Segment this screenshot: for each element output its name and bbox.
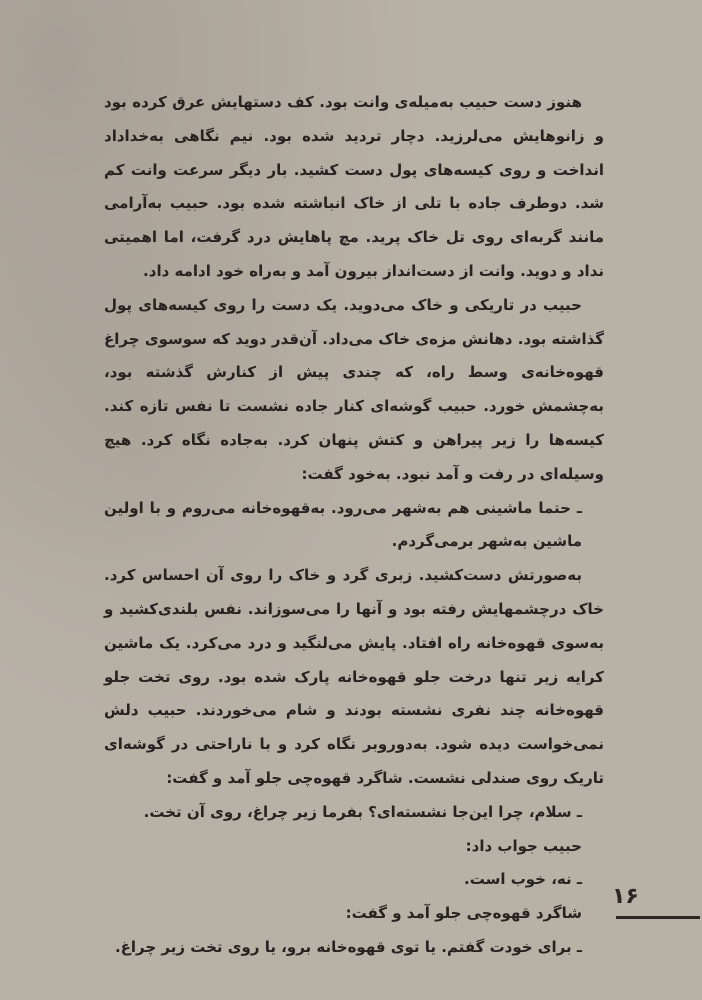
dialog-line-2: ـ سلام، چرا این‌جا نشسته‌ای؟ بفرما زیر چراغ، روی آن تخت. [143, 802, 582, 821]
dialog-line-1: ـ حتما ماشینی هم به‌شهر می‌رود. به‌قهوه‌خانه می‌روم و با اولین ماشین به‌شهر برمی‌گردم. [104, 498, 582, 551]
page-number-rule [616, 916, 700, 919]
paragraph-1: هنوز دست حبیب به‌میله‌ی وانت بود. کف دستهایش عرق کرده بود و زانوهایش می‌لرزید. دچار تردید شده بود. نیم نگاهی به‌خداداد انداخت و روی کیسه‌های پول دست کشید. بار دیگر سرعت وانت کم شد. دوطرف جاده با تلی از خاک انباشته شده بود. حبیب به‌آرامی مانند گربه‌ای روی تل خاک پرید. مچ پاهایش درد گرفت، اما اهمیتی نداد و دوید. وانت از دست‌انداز بیرون آمد و به‌راه خود ادامه داد. [104, 93, 604, 280]
paragraph-3: به‌صورتش دست‌کشید. زبری گرد و خاک را روی آن احساس کرد. خاک درچشمهایش رفته بود و آنها را می‌سوزاند. نفس بلندی‌کشید و به‌سوی قهوه‌خانه راه افتاد. پایش می‌لنگید و درد می‌کرد. یک ماشین کرایه زیر تنها درخت جلو قهوه‌خانه پارک شده بود. روی تخت جلو قهوه‌خانه چند نفری نشسته بودند و شام می‌خوردند. حبیب دلش نمی‌خواست دیده شود. به‌دوروبر نگاه کرد و با ناراحتی در گوشه‌ای تاریک روی صندلی نشست. شاگرد قهوه‌چی جلو آمد و گفت: [104, 566, 604, 787]
paragraph-2: حبیب در تاریکی و خاک می‌دوید. یک دست را روی کیسه‌های پول گذاشته بود. دهانش مزه‌ی خاک می‌داد. آن‌قدر دوید که سوسوی چراغ قهوه‌خانه‌ی وسط راه، که چندی پیش از کنارش گذشته بود، به‌چشمش خورد. حبیب گوشه‌ای کنار جاده نشست تا نفس تازه کند. کیسه‌ها را زیر پیراهن و کتش پنهان کرد. به‌جاده نگاه کرد. هیچ وسیله‌ای در رفت و آمد نبود. به‌خود گفت: [104, 295, 604, 483]
dialog-line-3: حبیب جواب داد: [465, 836, 582, 855]
story-text [104, 86, 604, 965]
dialog-line-6: ـ برای خودت گفتم. یا توی قهوه‌خانه برو، یا روی تخت زیر چراغ. [114, 937, 582, 956]
dialog-line-4: ـ نه، خوب است. [464, 870, 582, 889]
dialog-line-5: شاگرد قهوه‌چی جلو آمد و گفت: [345, 904, 582, 923]
page-number: ۱۶ [612, 884, 639, 909]
